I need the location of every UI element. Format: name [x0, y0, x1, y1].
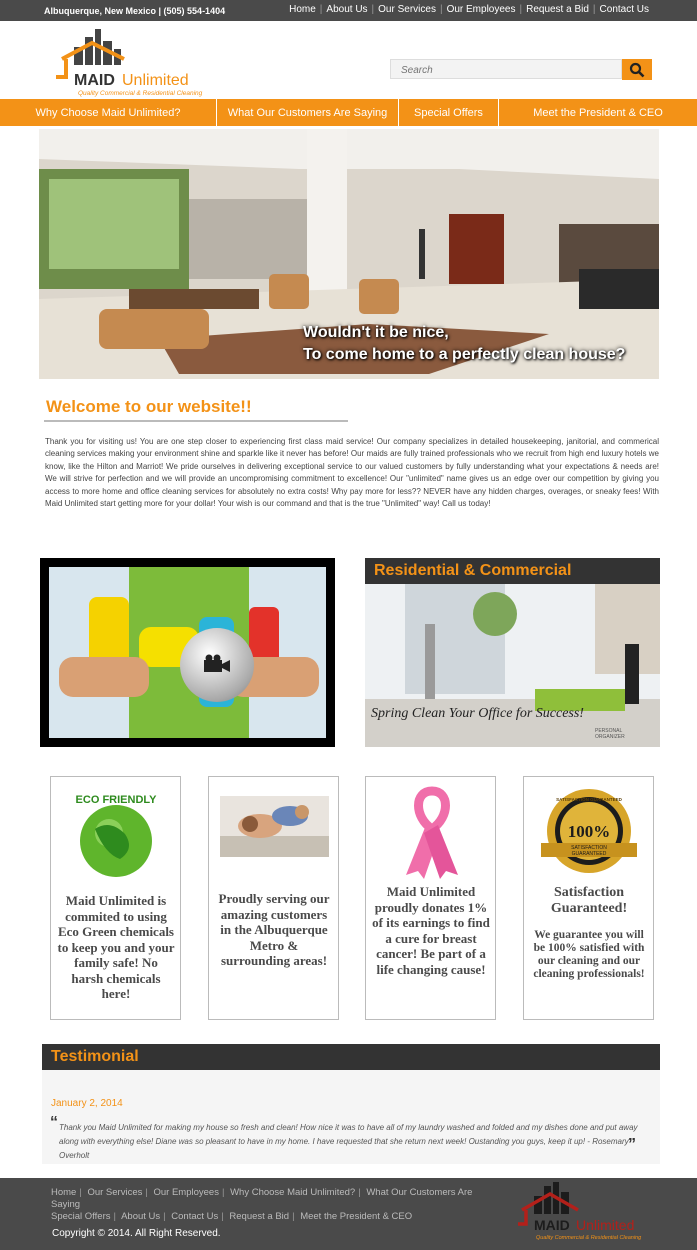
- hero-line-2: To come home to a perfectly clean house?: [303, 346, 626, 363]
- seal-sub1: SATISFACTION: [571, 845, 607, 851]
- header: [0, 21, 697, 99]
- footer: [0, 1178, 697, 1250]
- separator: |: [113, 1211, 116, 1222]
- separator: |: [79, 1187, 82, 1198]
- magnifier-icon: [629, 62, 645, 78]
- separator: |: [358, 1187, 361, 1198]
- eco-friendly-globe-icon: [65, 789, 167, 883]
- footer-logo[interactable]: [514, 1182, 654, 1240]
- search-box: [390, 59, 622, 79]
- separator: |: [439, 4, 443, 15]
- office-caption: Spring Clean Your Office for Success!: [371, 706, 584, 721]
- card-title-guarantee: Satisfaction Guaranteed!: [550, 885, 628, 916]
- feature-card-cancer[interactable]: [365, 776, 496, 1020]
- separator: |: [163, 1211, 166, 1222]
- search-button[interactable]: [622, 59, 652, 80]
- footer-link-why-choose[interactable]: Why Choose Maid Unlimited?: [230, 1187, 356, 1198]
- footer-links-row-2: [51, 1211, 481, 1223]
- separator: |: [221, 1187, 225, 1198]
- footer-link-employees[interactable]: Our Employees: [153, 1187, 219, 1198]
- hero-banner: [39, 129, 659, 379]
- testimonial-quote: Thank you Maid Unlimited for making my house so fresh and clean! How nice it was to have all of my laundry washed and folded and my dishes done and put away along with everything else! Diane was so pleasant to have in my home. I have requested that she return next week! Oustanding you guys, keep it up! - Rosemary Overholt: [59, 1123, 638, 1160]
- footer-logo-maid: MAID: [534, 1217, 570, 1233]
- family-photo: [220, 796, 329, 857]
- logo-text-maid: MAID: [74, 72, 115, 89]
- quote-close-icon: ”: [628, 1136, 636, 1153]
- separator: |: [145, 1187, 148, 1198]
- feature-card-serving[interactable]: [208, 776, 339, 1020]
- testimonial-title: Testimonial: [51, 1048, 139, 1065]
- testimonial-section: [42, 1044, 660, 1164]
- top-bar: [0, 0, 697, 21]
- office-photo: [365, 584, 660, 747]
- welcome-title: Welcome to our website!!: [46, 397, 252, 416]
- residential-title: Residential & Commercial: [374, 562, 572, 579]
- logo-tagline: Quality Commercial & Residential Cleaning: [78, 90, 203, 97]
- card-text-cancer: Maid Unlimited proudly donates 1% of its earnings to find a cure for breast cancer! Be part of a life changing cause!: [372, 884, 490, 977]
- nav-customers-saying[interactable]: What Our Customers Are Saying: [217, 99, 399, 126]
- nav-why-choose[interactable]: Why Choose Maid Unlimited?: [0, 99, 217, 126]
- footer-link-contact[interactable]: Contact Us: [171, 1211, 219, 1222]
- video-thumbnail: [49, 567, 326, 738]
- top-link-employees[interactable]: Our Employees: [446, 4, 516, 15]
- footer-link-special-offers[interactable]: Special Offers: [51, 1211, 111, 1222]
- hero-line-1: Wouldn't it be nice,: [303, 324, 449, 341]
- footer-links-row-1: [51, 1187, 481, 1211]
- contact-info: Albuquerque, New Mexico | (505) 554-1404: [44, 6, 226, 16]
- testimonial-date: January 2, 2014: [51, 1098, 123, 1109]
- personal-organizer-badge: [595, 728, 625, 740]
- hero-caption: [303, 322, 625, 366]
- card-text-guarantee: We guarantee you will be 100% satisfied with our cleaning and our cleaning professionals!: [533, 929, 645, 980]
- card-text-eco: Maid Unlimited is commited to using Eco Green chemicals to keep you and your family safe! No harsh chemicals here!: [57, 893, 175, 1001]
- separator: |: [371, 4, 375, 15]
- search-input[interactable]: [391, 62, 621, 80]
- residential-commercial-panel[interactable]: [365, 558, 660, 747]
- card-text-serving: Proudly serving our amazing customers in the Albuquerque Metro & surrounding areas!: [218, 891, 330, 968]
- separator: |: [519, 4, 523, 15]
- feature-card-eco[interactable]: [50, 776, 181, 1020]
- video-player[interactable]: [40, 558, 335, 747]
- nav-meet-president[interactable]: Meet the President & CEO: [533, 106, 663, 119]
- separator: |: [592, 4, 596, 15]
- maid-unlimited-logo[interactable]: [52, 29, 217, 97]
- footer-link-customers[interactable]: What Our Customers Are Saying: [51, 1187, 473, 1210]
- footer-logo-tagline: Quality Commercial & Residential Cleaning: [536, 1235, 642, 1240]
- office-scene: [365, 584, 660, 747]
- seal-sub2: GUARANTEED: [571, 851, 607, 857]
- seal-ring-text: SATISFACTION GUARANTEED: [556, 797, 622, 802]
- play-button[interactable]: [180, 628, 254, 702]
- top-link-services[interactable]: Our Services: [378, 4, 436, 15]
- pink-ribbon-icon: [400, 783, 464, 881]
- welcome-divider: [44, 420, 348, 422]
- satisfaction-seal-icon: [537, 785, 641, 881]
- footer-link-request-bid[interactable]: Request a Bid: [229, 1211, 290, 1222]
- separator: |: [221, 1211, 224, 1222]
- house-skyline-icon: [56, 29, 124, 77]
- top-link-contact[interactable]: Contact Us: [599, 4, 649, 15]
- separator: |: [292, 1211, 295, 1222]
- main-nav: [0, 99, 697, 126]
- seal-100-text: 100%: [567, 822, 611, 841]
- top-link-request-bid[interactable]: Request a Bid: [526, 4, 589, 15]
- badge-line-2: ORGANIZER: [595, 734, 625, 740]
- footer-link-services[interactable]: Our Services: [87, 1187, 143, 1198]
- welcome-text: Thank you for visiting us! You are one step closer to experiencing first class maid service! Our company specializes in detailed housekeeping, janitorial, and commerical cleaning services making your environment shine and sparkle like it never has before! Our maids are fully trained professionals who we recruit from high end luxury hotels we know, like the Hilton and Marriot! We pride ourselves in delivering exceptional service to our valued customers by fully understanding what your expectations & needs are! We will strive for perfection and we will provide an uncompromising commitment to excellence! Our "unlimited" name gives us an edge over our competition by giving you access to more home and office cleaning services for absolutely no extra costs! Why pay more for less?? NEVER have any hidden charges, overages, or sneaky fees! With Maid Unlimited start getting more for your dollar! Your wish is our command and that is the true "Unlimited" way! Call us today!: [45, 437, 659, 509]
- footer-link-home[interactable]: Home: [51, 1187, 77, 1198]
- eco-friendly-badge-text: ECO FRIENDLY: [75, 794, 157, 806]
- nav-special-offers[interactable]: Special Offers: [399, 99, 499, 126]
- footer-logo-unlimited: Unlimited: [576, 1217, 635, 1233]
- top-links: [289, 4, 649, 15]
- testimonial-header: [42, 1044, 660, 1070]
- badge-line-1: PERSONAL: [595, 728, 623, 734]
- top-link-about[interactable]: About Us: [326, 4, 368, 15]
- footer-links: [51, 1187, 481, 1223]
- quote-open-icon: “: [50, 1114, 58, 1131]
- separator: |: [319, 4, 323, 15]
- logo-text-unlimited: Unlimited: [122, 72, 189, 89]
- footer-link-about[interactable]: About Us: [121, 1211, 161, 1222]
- video-camera-icon: [202, 654, 232, 676]
- footer-link-president[interactable]: Meet the President & CEO: [300, 1211, 413, 1222]
- feature-card-guarantee[interactable]: [523, 776, 654, 1020]
- copyright: Copyright © 2014. All Right Reserved.: [52, 1228, 221, 1239]
- top-link-home[interactable]: Home: [289, 4, 316, 15]
